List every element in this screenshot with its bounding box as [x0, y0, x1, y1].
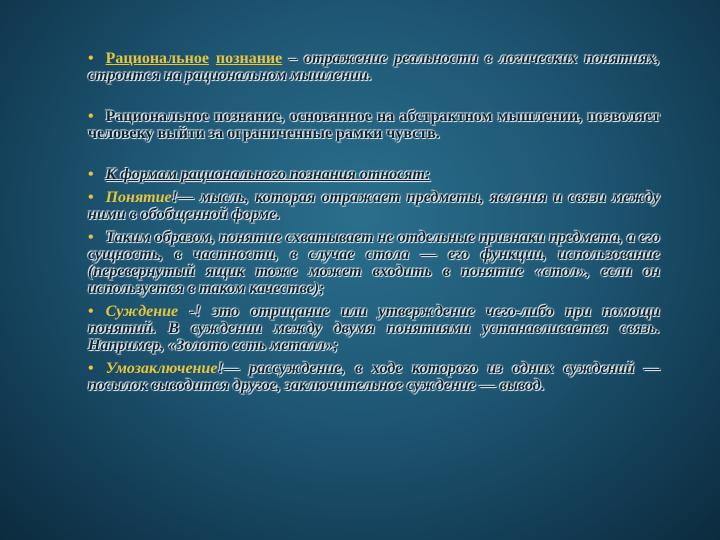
paragraph-forms-heading — [88, 166, 660, 183]
paragraph-rational-knowledge-definition — [88, 50, 660, 84]
bullet-marker: • — [88, 229, 94, 246]
term-knowledge: познание — [215, 50, 283, 67]
bullet-marker: • — [88, 360, 94, 377]
paragraph-inference — [88, 360, 660, 394]
paragraph-abstract-thinking — [88, 108, 660, 142]
dash: – — [289, 50, 298, 67]
paragraph-judgment — [88, 303, 660, 354]
paragraph-concept-essence — [88, 229, 660, 297]
paragraph-concept — [88, 189, 660, 223]
separator: !— — [171, 189, 194, 206]
term-judgment: Суждение — [105, 303, 179, 320]
paragraph-text: Рациональное познание, основанное на абстрактном мышлении, позволяет человеку выйти за ограниченные рамки чувств. — [88, 108, 660, 142]
bullet-marker: • — [88, 166, 94, 183]
separator: -! — [178, 303, 202, 320]
bullet-marker: • — [88, 303, 94, 320]
slide-content — [88, 50, 660, 394]
term-inference: Умозаключение — [105, 360, 218, 377]
term-concept: Понятие — [105, 189, 172, 206]
forms-heading-text: К формам рационального познания относят: — [105, 166, 431, 183]
bullet-marker: • — [88, 50, 94, 67]
term-rational: Рациональное — [105, 50, 209, 67]
concept-text: мысль, которая отражает предметы, явления и связи между ними в обобщенной форме. — [88, 189, 660, 223]
separator: !— — [217, 360, 240, 377]
inference-text: рассуждение, в ходе которого из одних суждений — посылок выводится другое, заключительное суждение — вывод. — [88, 360, 661, 394]
bullet-marker: • — [88, 108, 94, 125]
bullet-marker: • — [88, 189, 94, 206]
paragraph-text: Таким образом, понятие схватывает не отдельные признаки предмета, а его сущность, в частности, в случае стола — его функции, использование (перевернутый ящик тоже может входить в понятие «стол», если он используется в таком качестве); — [88, 229, 660, 297]
definition-text: отражение реальности в логических понятиях, строится на рациональном мышлении. — [88, 50, 661, 84]
judgment-text: это отрицание или утверждение чего-либо при помощи понятий. В суждении между двумя понятиями устанавливается связь. Например, «Золото есть металл»; — [88, 303, 660, 354]
